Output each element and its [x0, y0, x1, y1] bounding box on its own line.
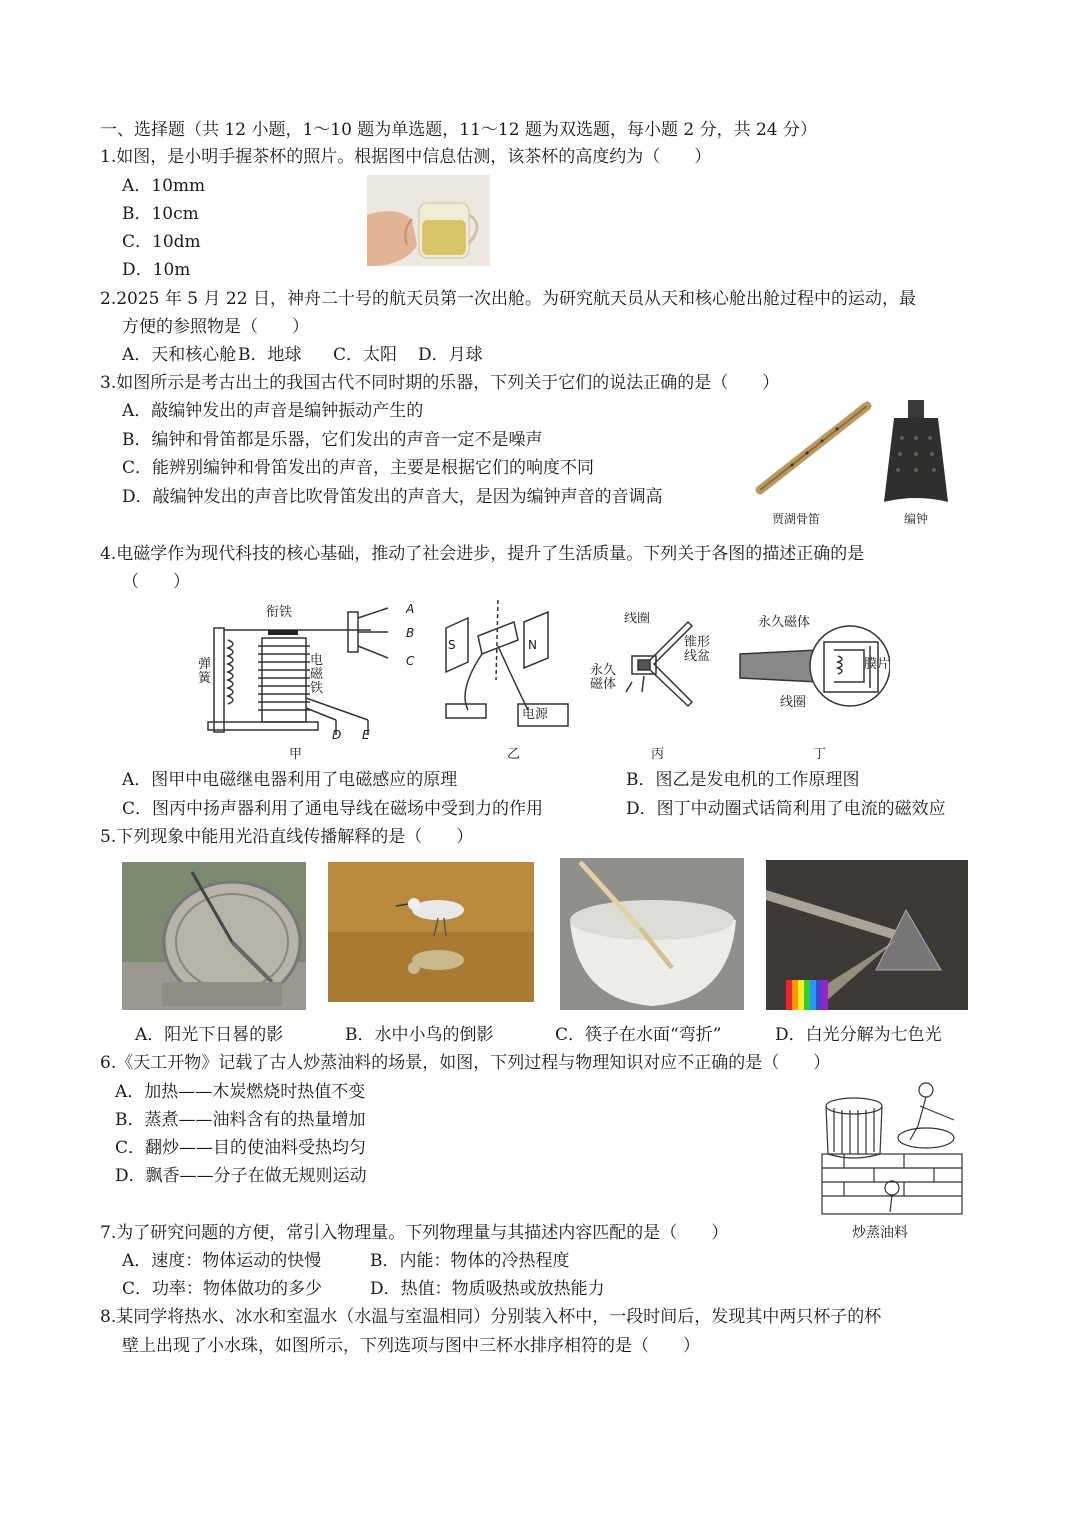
- question-7-stem: 7.为了研究问题的方便，常引入物理量。下列物理量与其描述内容匹配的是（ ）: [100, 1223, 729, 1243]
- q6-option-d: D．飘香——分子在做无规则运动: [115, 1166, 367, 1186]
- terminal-c: C: [406, 654, 415, 668]
- sundial-photo: [122, 862, 306, 1010]
- pole-n: N: [528, 638, 537, 652]
- question-3-stem: 3.如图所示是考古出土的我国古代不同时期的乐器，下列关于它们的说法正确的是（ ）: [100, 373, 780, 393]
- microphone-diagram: [738, 612, 890, 716]
- question-6-stem: 6.《天工开物》记载了古人炒蒸油料的场景，如图，下列过程与物理知识对应不正确的是（ ）: [100, 1053, 831, 1073]
- pole-s: S: [448, 638, 456, 652]
- figure-yi-caption: 乙: [507, 747, 521, 762]
- q1-option-b: B．10cm: [122, 204, 199, 224]
- question-8-stem-line1: 8.某同学将热水、冰水和室温水（水温与室温相同）分别装入杯中，一段时间后，发现其中两只杯子的杯: [100, 1307, 882, 1327]
- q4-option-a: A．图甲中电磁继电器利用了电磁感应的原理: [122, 770, 458, 790]
- bone-flute-image: [752, 398, 872, 498]
- q1-option-d: D．10m: [122, 260, 191, 280]
- terminal-d: D: [332, 728, 342, 742]
- label-coil: 线圈: [624, 612, 651, 626]
- q7-option-d: D．热值：物质吸热或放热能力: [370, 1279, 605, 1299]
- q4-option-d: D．图丁中动圈式话筒利用了电流的磁效应: [626, 799, 946, 819]
- tea-cup-photo: [367, 175, 490, 266]
- q2-option-c: C．太阳: [333, 345, 398, 365]
- q6-option-a: A．加热——木炭燃烧时热值不变: [115, 1082, 366, 1102]
- terminal-e: E: [362, 728, 370, 742]
- speaker-diagram: [588, 612, 728, 720]
- bell-caption: 编钟: [904, 512, 929, 526]
- question-5-stem: 5.下列现象中能用光沿直线传播解释的是（ ）: [100, 827, 474, 847]
- q5-option-b: B．水中小鸟的倒影: [345, 1025, 494, 1045]
- terminal-b: B: [406, 626, 415, 640]
- illustration-caption: 炒蒸油料: [852, 1225, 908, 1241]
- question-2-stem-line1: 2.2025 年 5 月 22 日，神舟二十号的航天员第一次出舱。为研究航天员从天和核心舱出舱过程中的运动，最: [100, 289, 916, 309]
- q3-option-b: B．编钟和骨笛都是乐器，它们发出的声音一定不是噪声: [122, 430, 543, 450]
- q7-option-b: B．内能：物体的冷热程度: [370, 1251, 570, 1271]
- bronze-bell-image: [880, 398, 952, 504]
- section-title: 一、选择题（共 12 小题，1～10 题为单选题，11～12 题为双选题，每小题 2 分，共 24 分）: [100, 120, 818, 140]
- q7-option-a: A．速度：物体运动的快慢: [122, 1251, 322, 1271]
- label-power-supply: 电源: [522, 707, 549, 722]
- label-coil-ding: 线圈: [780, 695, 807, 710]
- label-spring: 弹簧: [198, 657, 212, 686]
- bird-reflection-photo: [328, 862, 534, 1002]
- q3-option-c: C．能辨别编钟和骨笛发出的声音，主要是根据它们的响度不同: [122, 458, 595, 478]
- q4-option-c: C．图丙中扬声器利用了通电导线在磁场中受到力的作用: [122, 799, 544, 819]
- q6-option-b: B．蒸煮——油料含有的热量增加: [115, 1110, 366, 1130]
- label-cone: 锥形线盆: [684, 635, 711, 664]
- terminal-a: A: [406, 602, 415, 616]
- label-permanent-magnet: 永久磁体: [758, 615, 811, 630]
- q5-option-c: C．筷子在水面“弯折”: [555, 1025, 722, 1045]
- steaming-oil-illustration: [814, 1076, 970, 1218]
- label-electromagnet: 电磁铁: [310, 653, 324, 696]
- q6-option-c: C．翻炒——目的使油料受热均匀: [115, 1138, 367, 1158]
- figure-ding-caption: 丁: [813, 747, 827, 762]
- q3-option-a: A．敲编钟发出的声音是编钟振动产生的: [122, 401, 424, 421]
- q2-option-a: A．天和核心舱: [122, 345, 237, 365]
- label-armature: 衔铁: [266, 605, 293, 620]
- q5-option-a: A．阳光下日晷的影: [135, 1025, 284, 1045]
- q4-option-b: B．图乙是发电机的工作原理图: [626, 770, 860, 790]
- question-8-stem-line2: 壁上出现了小水珠，如图所示，下列选项与图中三杯水排序相符的是（ ）: [122, 1336, 700, 1356]
- label-magnet: 永久磁体: [590, 663, 617, 692]
- q1-option-c: C．10dm: [122, 232, 201, 252]
- q1-option-a: A．10mm: [122, 176, 206, 196]
- q2-option-b: B．地球: [238, 345, 302, 365]
- motor-diagram: [438, 600, 578, 732]
- bone-flute-caption: 贾湖骨笛: [772, 512, 821, 526]
- q2-option-d: D．月球: [418, 345, 483, 365]
- relay-diagram: [196, 600, 426, 748]
- q7-option-c: C．功率：物体做功的多少: [122, 1279, 323, 1299]
- figure-bing-caption: 丙: [651, 747, 665, 762]
- question-1-stem: 1.如图，是小明手握茶杯的照片。根据图中信息估测，该茶杯的高度约为（ ）: [100, 147, 712, 167]
- chopsticks-bowl-photo: [560, 858, 744, 1010]
- question-4-stem-line1: 4.电磁学作为现代科技的核心基础，推动了社会进步，提升了生活质量。下列关于各图的描述正确的是: [100, 544, 865, 564]
- figure-jia-caption: 甲: [289, 747, 303, 762]
- question-4-stem-line2: （ ）: [122, 572, 190, 592]
- question-2-stem-line2: 方便的参照物是（ ）: [122, 317, 309, 337]
- label-membrane: 膜片: [864, 657, 890, 672]
- prism-dispersion-photo: [766, 860, 968, 1010]
- q3-option-d: D．敲编钟发出的声音比吹骨笛发出的声音大，是因为编钟声音的音调高: [122, 487, 663, 507]
- q5-option-d: D．白光分解为七色光: [775, 1025, 942, 1045]
